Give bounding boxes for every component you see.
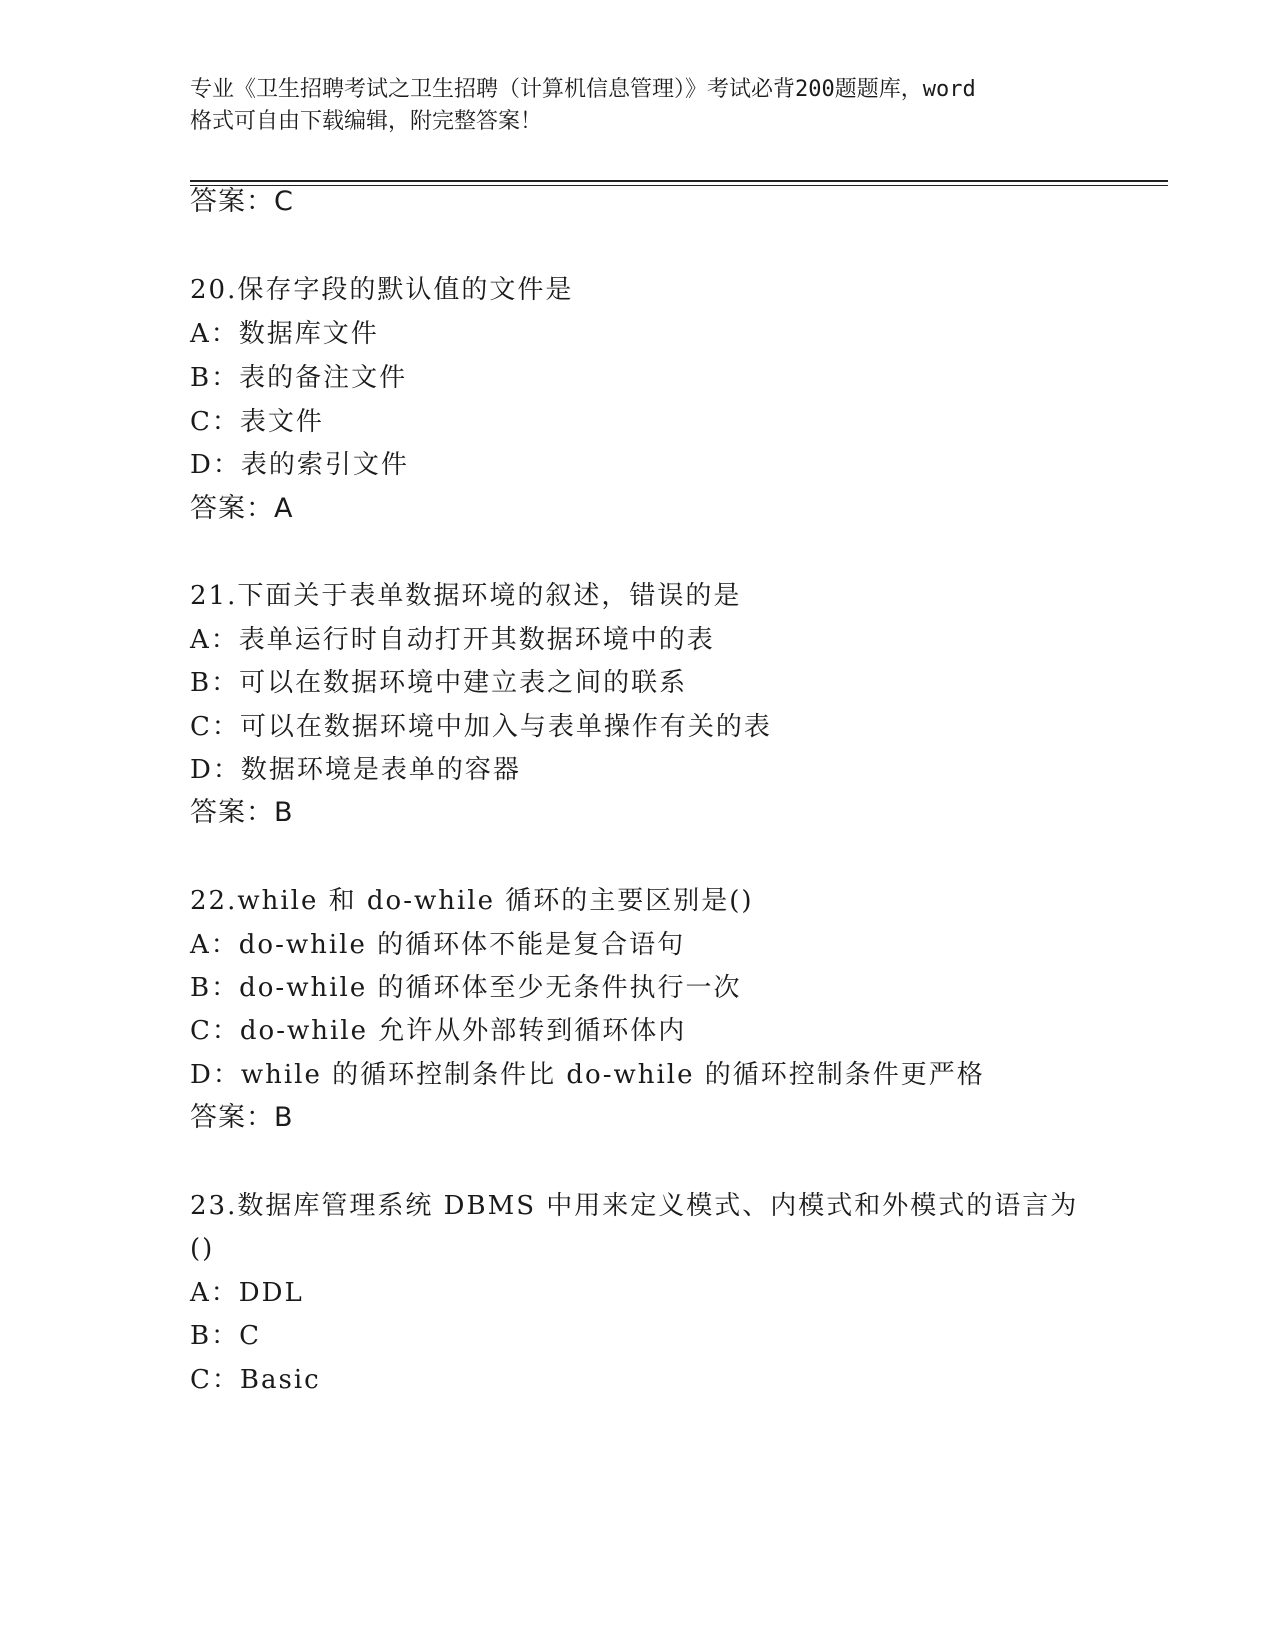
header-line-1: 专业《卫生招聘考试之卫生招聘（计算机信息管理）》考试必背200题题库，word (190, 77, 976, 102)
answer-line: 答案：B (190, 797, 294, 828)
header-divider-thin (190, 185, 1168, 186)
option-d: D：数据环境是表单的容器 (190, 755, 521, 785)
option-b: B：可以在数据环境中建立表之间的联系 (190, 668, 688, 698)
document-header (190, 74, 1090, 138)
answer-line: 答案：C (190, 186, 294, 217)
answer-line: 答案：B (190, 1102, 294, 1133)
option-c: C：do-while 允许从外部转到循环体内 (190, 1016, 687, 1046)
option-b: B：do-while 的循环体至少无条件执行一次 (190, 973, 742, 1003)
option-d: D：while 的循环控制条件比 do-while 的循环控制条件更严格 (190, 1060, 985, 1090)
question-stem: 20.保存字段的默认值的文件是 (190, 275, 574, 305)
option-a: A：数据库文件 (190, 319, 379, 349)
option-a: A：DDL (190, 1278, 304, 1308)
option-a: A：do-while 的循环体不能是复合语句 (190, 930, 686, 960)
question-stem: 21.下面关于表单数据环境的叙述，错误的是 (190, 581, 742, 611)
answer-line: 答案：A (190, 493, 294, 524)
question-stem-continued: () (190, 1234, 215, 1264)
question-stem: 23.数据库管理系统 DBMS 中用来定义模式、内模式和外模式的语言为 (190, 1191, 1079, 1221)
option-c: C：可以在数据环境中加入与表单操作有关的表 (190, 712, 772, 742)
option-c: C：Basic (190, 1365, 321, 1395)
option-c: C：表文件 (190, 407, 324, 437)
option-a: A：表单运行时自动打开其数据环境中的表 (190, 625, 715, 655)
option-b: B：C (190, 1321, 262, 1351)
option-d: D：表的索引文件 (190, 450, 409, 480)
question-stem: 22.while 和 do-while 循环的主要区别是() (190, 886, 754, 916)
header-line-2: 格式可自由下载编辑，附完整答案！ (190, 109, 543, 134)
option-b: B：表的备注文件 (190, 363, 408, 393)
header-divider-thick (190, 180, 1168, 182)
